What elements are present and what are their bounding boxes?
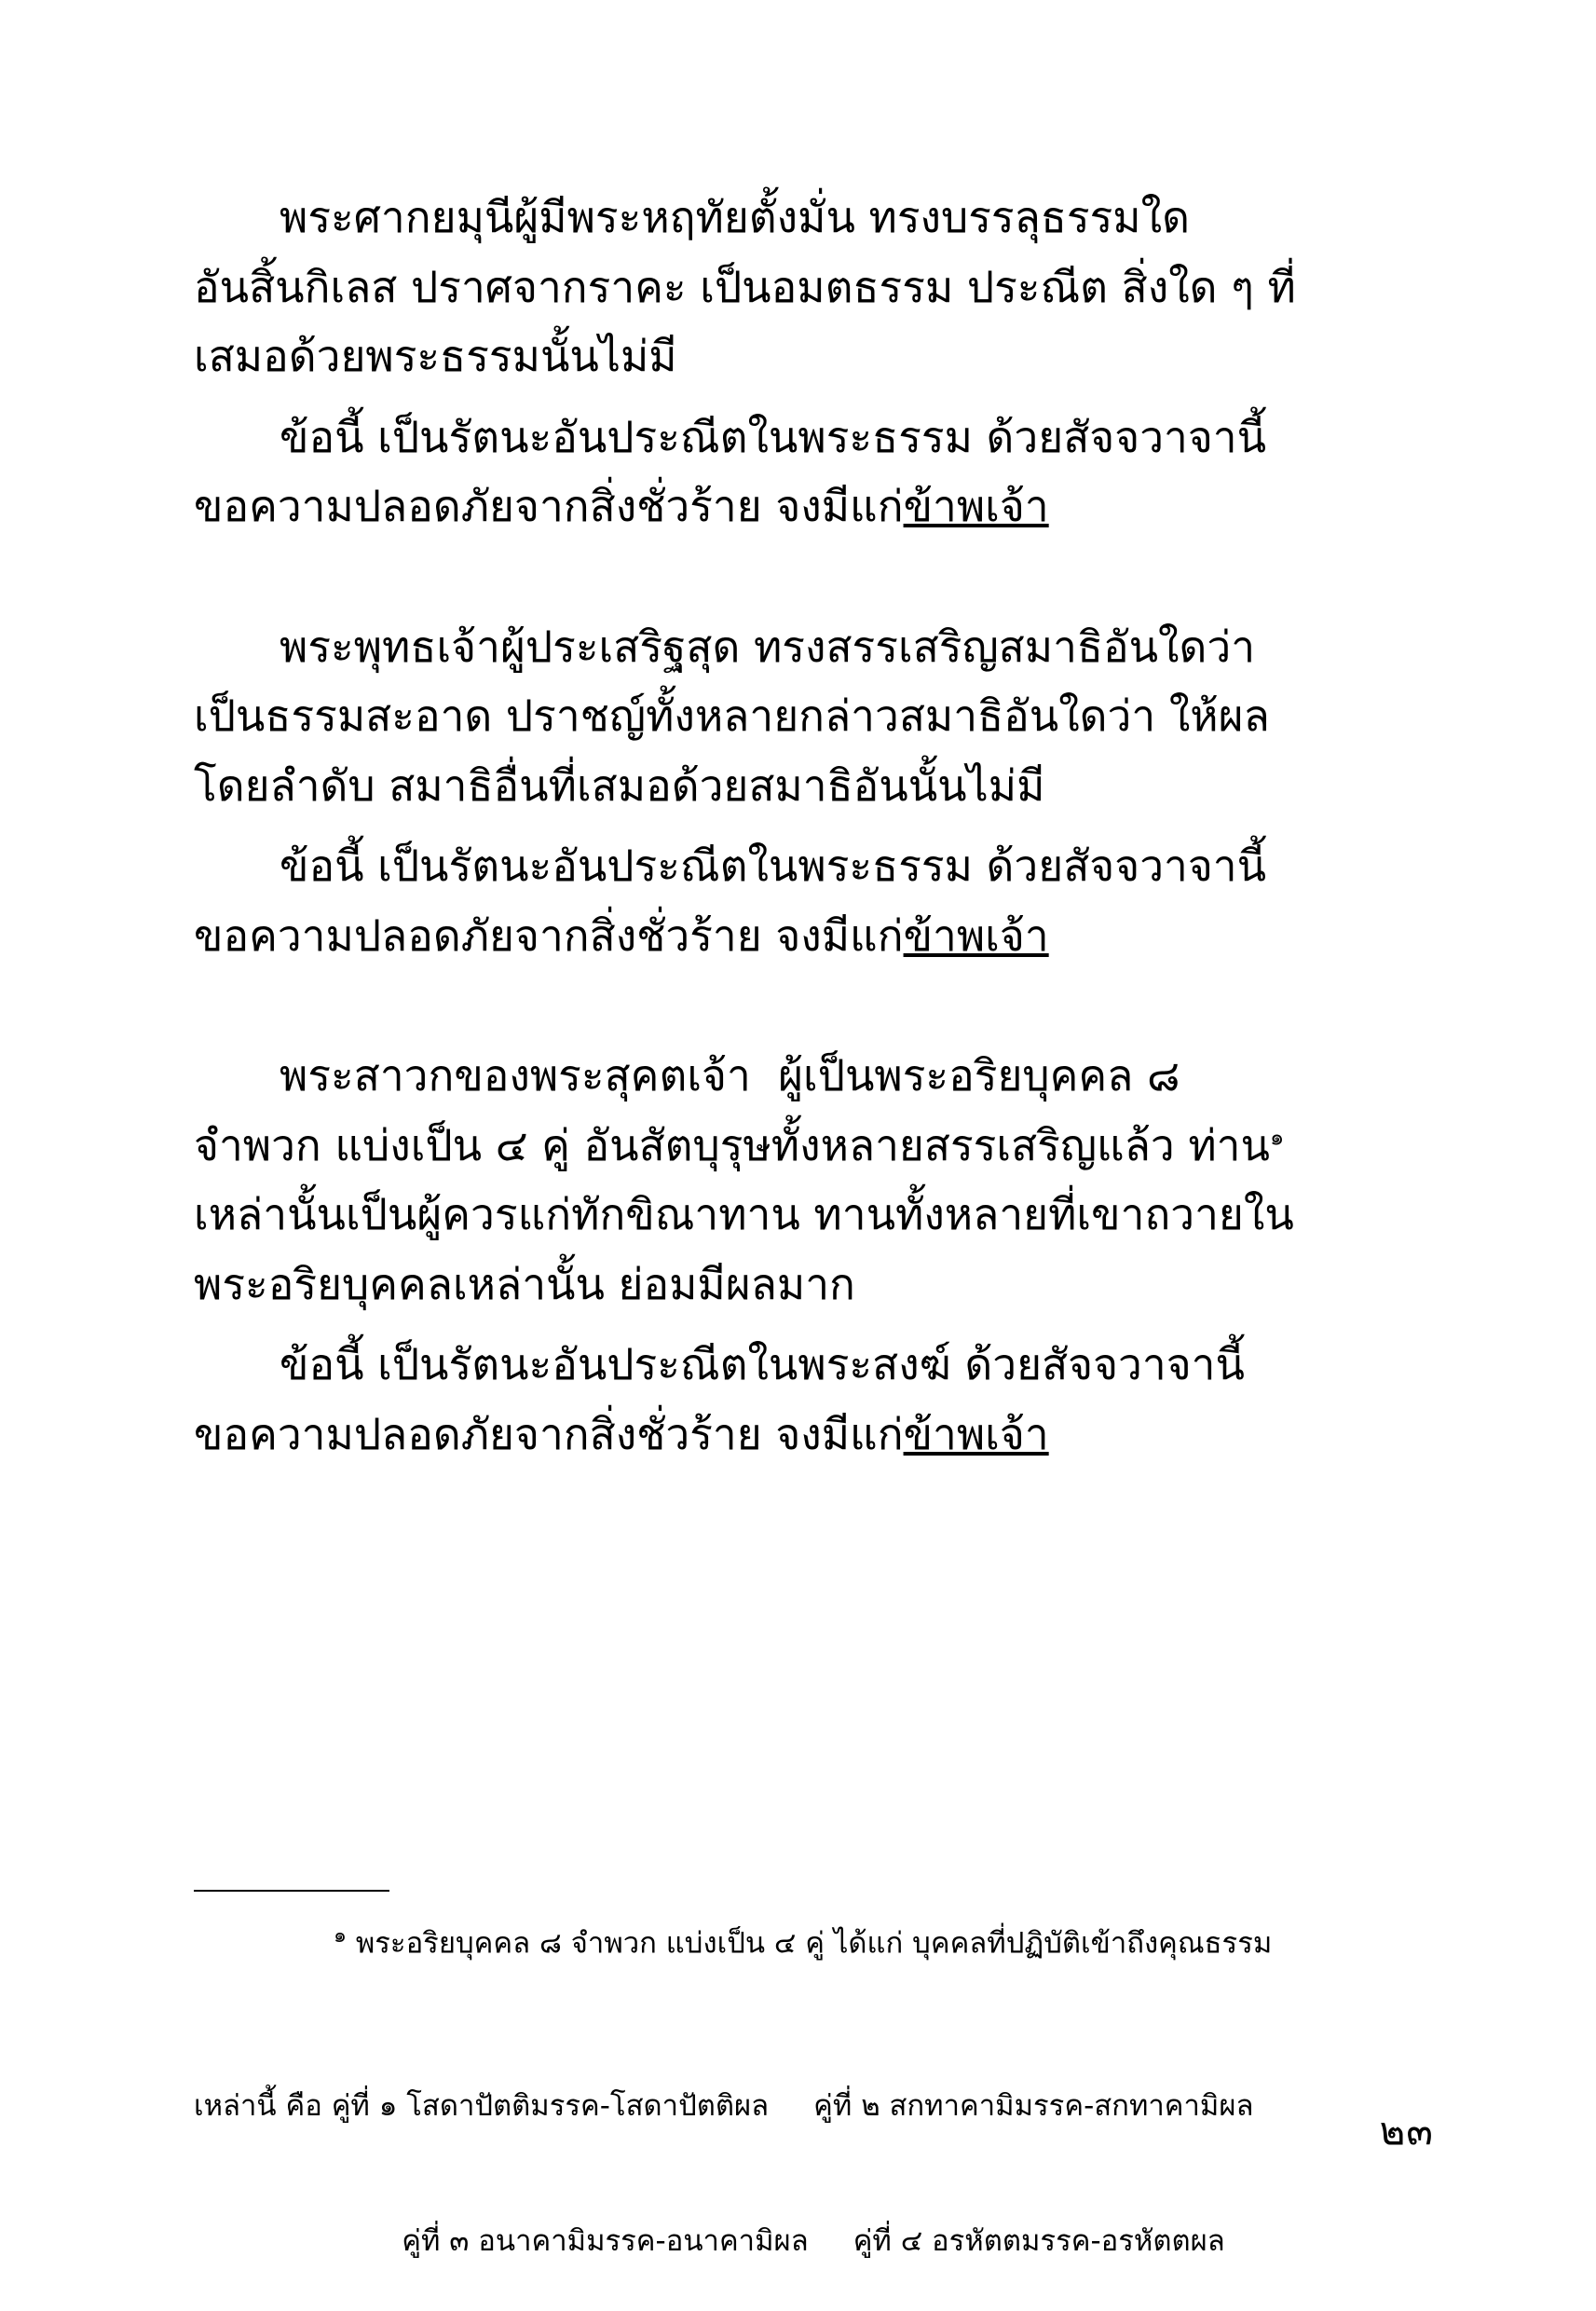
spacer [194,970,1433,1041]
footnote-pair-4: คู่ที่ ๔ อรหัตตมรรค-อรหัตตผล [853,2223,1225,2258]
footnote-pairs [194,1994,1433,2311]
footnote-divider [194,1890,389,1892]
refrain-line-1: ข้อนี้ เป็นรัตนะอันประณีตในพระธรรม ด้วยสัจจวาจานี้ [280,841,1267,892]
refrain-line-2 [194,901,1433,971]
page-content [194,183,1433,1469]
refrain-underlined-text: ข้าพเจ้า [903,481,1049,532]
verse-body-line: อันสิ้นกิเลส ปราศจากราคะ เป็นอมตธรรม ประณีต สิ่งใด ๆ ที่ [194,261,1296,312]
verse-block-dhamma-1 [194,183,1433,541]
verse-body-line: พระศากยมุนีผู้มีพระหฤทัยตั้งมั่น ทรงบรรลุธรรมใด [280,192,1190,242]
refrain-line-2 [194,1400,1433,1470]
footnote-reference: ๑ [1269,1124,1285,1151]
verse-body-text: จำพวก แบ่งเป็น ๔ คู่ อันสัตบุรุษทั้งหลายสรรเสริญแล้ว ท่าน [194,1119,1270,1170]
spacer [194,820,1433,831]
footnote-line-3 [194,2219,1433,2263]
verse-body-line: พระสาวกของพระสุคตเจ้า ผู้เป็นพระอริยบุคคล ๘ [280,1050,1180,1101]
verse-body-line: เหล่านั้นเป็นผู้ควรแก่ทักขิณาทาน ทานทั้งหลายที่เขาถวายใน [194,1189,1294,1240]
spacer [194,1319,1433,1330]
refrain-text: ขอความปลอดภัยจากสิ่งชั่วร้าย จงมีแก่ [194,481,904,532]
footnote-section [194,1890,1433,2311]
verse-block-samadhi [194,612,1433,971]
footnote-pair-3: คู่ที่ ๓ อนาคามิมรรค-อนาคามิผล [402,2223,809,2258]
page-number: ๒๓ [1379,2108,1434,2154]
verse-body-line: พระอริยบุคคลเหล่านั้น ย่อมมีผลมาก [194,1258,855,1309]
verse-body-line: เสมอด้วยพระธรรมนั้นไม่มี [194,331,677,382]
verse-body-line: เป็นธรรมสะอาด ปราชญ์ทั้งหลายกล่าวสมาธิอันใดว่า ให้ผล [194,691,1270,742]
spacer [194,541,1433,612]
refrain-line-1: ข้อนี้ เป็นรัตนะอันประณีตในพระสงฆ์ ด้วยสัจจวาจานี้ [280,1339,1245,1390]
footnote-pair-2: คู่ที่ ๒ สกทาคามิมรรค-สกทาคามิผล [813,2089,1254,2124]
verse-block-sangha [194,1041,1433,1469]
refrain-line-1: ข้อนี้ เป็นรัตนะอันประณีตในพระธรรม ด้วยสัจจวาจานี้ [280,411,1267,462]
footnote-marker: ๑ [334,1924,347,1948]
refrain-underlined-text: ข้าพเจ้า [903,909,1049,961]
refrain-underlined-text: ข้าพเจ้า [903,1408,1049,1459]
verse-body-line: พระพุทธเจ้าผู้ประเสริฐสุด ทรงสรรเสริญสมาธิอันใดว่า [280,621,1256,672]
verse-body-line-with-footnote [194,1111,1433,1181]
footnote-text: พระอริยบุคคล ๘ จำพวก แบ่งเป็น ๔ คู่ ได้แก่ บุคคลที่ปฏิบัติเข้าถึงคุณธรรม [355,1926,1273,1961]
footnote-line-1 [194,1921,1433,1965]
spacer [194,391,1433,403]
refrain-text: ขอความปลอดภัยจากสิ่งชั่วร้าย จงมีแก่ [194,909,904,961]
footnote-line-2 [194,2084,1433,2128]
refrain-line-2 [194,472,1433,541]
verse-body-line: โดยลำดับ สมาธิอื่นที่เสมอด้วยสมาธิอันนั้นไม่มี [194,759,1045,811]
footnote-pair-1: เหล่านี้ คือ คู่ที่ ๑ โสดาปัตติมรรค-โสดาปัตติผล [194,2089,770,2124]
refrain-text: ขอความปลอดภัยจากสิ่งชั่วร้าย จงมีแก่ [194,1408,904,1459]
